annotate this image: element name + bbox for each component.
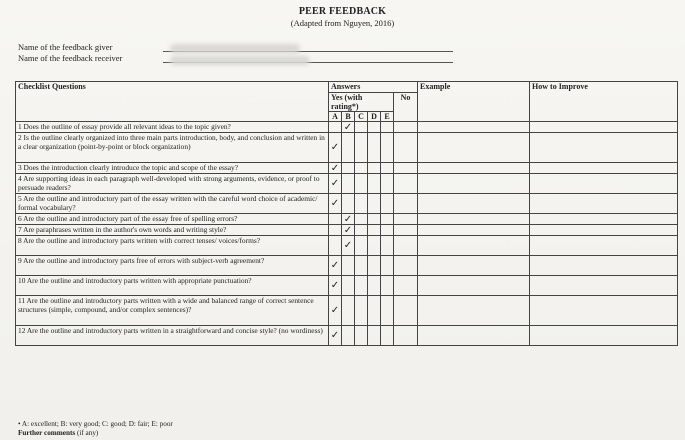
question-row	[16, 276, 678, 296]
form-subtitle: (Adapted from Nguyen, 2016)	[290, 18, 395, 28]
question-text: 8 Are the outline and introductory parts written with correct tenses/ voices/forms?	[16, 236, 329, 256]
improve-cell[interactable]	[530, 276, 678, 296]
rating-cell-e[interactable]	[381, 225, 394, 236]
checkmark-icon: ✓	[343, 240, 353, 251]
header-improve: How to Improve	[530, 82, 678, 122]
rating-cell-b[interactable]	[342, 122, 355, 133]
question-text: 12 Are the outline and introductory parts written in a straightforward and concise style? (no wordiness)	[16, 326, 329, 346]
rating-cell-b[interactable]	[342, 133, 355, 163]
rating-cell-b[interactable]	[342, 256, 355, 276]
question-row	[16, 326, 678, 346]
no-cell[interactable]	[394, 225, 418, 236]
improve-cell[interactable]	[530, 236, 678, 256]
example-cell[interactable]	[418, 276, 530, 296]
rating-cell-a[interactable]	[329, 163, 342, 174]
improve-cell[interactable]	[530, 122, 678, 133]
no-cell[interactable]	[394, 122, 418, 133]
rating-e: E	[381, 112, 394, 122]
rating-cell-a[interactable]	[329, 296, 342, 326]
rating-cell-c[interactable]	[355, 296, 368, 326]
no-cell[interactable]	[394, 174, 418, 194]
no-cell[interactable]	[394, 326, 418, 346]
rating-c: C	[355, 112, 368, 122]
header-answers: Answers	[329, 82, 418, 93]
rating-legend: • A: excellent; B: very good; C: good; D: fair; E: poor	[18, 420, 173, 428]
rating-cell-c[interactable]	[355, 174, 368, 194]
rating-cell-e[interactable]	[381, 214, 394, 225]
no-cell[interactable]	[394, 194, 418, 214]
example-cell[interactable]	[418, 122, 530, 133]
rating-cell-e[interactable]	[381, 122, 394, 133]
header-example: Example	[418, 82, 530, 122]
rating-cell-c[interactable]	[355, 326, 368, 346]
improve-cell[interactable]	[530, 225, 678, 236]
example-cell[interactable]	[418, 256, 530, 276]
checkmark-icon: ✓	[330, 260, 340, 271]
question-text: 11 Are the outline and introductory parts written with a wide and balanced range of correct sentence structures (simple, compound, and/or complex sentences)?	[16, 296, 329, 326]
example-cell[interactable]	[418, 194, 530, 214]
example-cell[interactable]	[418, 133, 530, 163]
rating-cell-b[interactable]	[342, 194, 355, 214]
rating-cell-d[interactable]	[368, 256, 381, 276]
rating-cell-b[interactable]	[342, 174, 355, 194]
rating-cell-d[interactable]	[368, 326, 381, 346]
no-cell[interactable]	[394, 276, 418, 296]
rating-cell-c[interactable]	[355, 276, 368, 296]
rating-cell-d[interactable]	[368, 296, 381, 326]
question-rows	[16, 122, 678, 346]
rating-cell-a[interactable]	[329, 174, 342, 194]
rating-cell-c[interactable]	[355, 225, 368, 236]
checkmark-icon: ✓	[343, 213, 353, 225]
rating-cell-a[interactable]	[329, 236, 342, 256]
rating-a: A	[329, 112, 342, 122]
rating-cell-d[interactable]	[368, 214, 381, 225]
rating-d: D	[368, 112, 381, 122]
rating-cell-b[interactable]	[342, 214, 355, 225]
rating-cell-e[interactable]	[381, 276, 394, 296]
rating-cell-c[interactable]	[355, 122, 368, 133]
receiver-label: Name of the feedback receiver	[18, 53, 123, 63]
rating-cell-e[interactable]	[381, 163, 394, 174]
rating-b: B	[342, 112, 355, 122]
header-checklist: Checklist Questions	[16, 82, 329, 122]
no-cell[interactable]	[394, 256, 418, 276]
improve-cell[interactable]	[530, 174, 678, 194]
example-cell[interactable]	[418, 163, 530, 174]
rating-cell-b[interactable]	[342, 296, 355, 326]
improve-cell[interactable]	[530, 326, 678, 346]
improve-cell[interactable]	[530, 256, 678, 276]
form-title: PEER FEEDBACK	[298, 6, 387, 17]
example-cell[interactable]	[418, 296, 530, 326]
checkmark-icon: ✓	[343, 121, 353, 133]
improve-cell[interactable]	[530, 194, 678, 214]
checkmark-icon: ✓	[330, 142, 340, 153]
question-row	[16, 236, 678, 256]
question-row	[16, 225, 678, 236]
further-comments-row	[18, 429, 98, 437]
rating-cell-d[interactable]	[368, 174, 381, 194]
question-text: 1 Does the outline of essay provide all relevant ideas to the topic given?	[16, 122, 329, 133]
improve-cell[interactable]	[530, 133, 678, 163]
rating-cell-a[interactable]	[329, 256, 342, 276]
question-text: 7 Are paraphrases written in the author's own words and writing style?	[16, 225, 329, 236]
rating-cell-c[interactable]	[355, 236, 368, 256]
checkmark-icon: ✓	[330, 162, 340, 174]
header-no: No	[394, 93, 418, 122]
checkmark-icon: ✓	[330, 330, 340, 341]
rating-cell-b[interactable]	[342, 326, 355, 346]
rating-cell-d[interactable]	[368, 122, 381, 133]
checkmark-icon: ✓	[330, 305, 340, 316]
question-row	[16, 296, 678, 326]
rating-cell-c[interactable]	[355, 163, 368, 174]
rating-cell-e[interactable]	[381, 296, 394, 326]
no-cell[interactable]	[394, 163, 418, 174]
question-row	[16, 174, 678, 194]
rating-cell-d[interactable]	[368, 276, 381, 296]
question-row	[16, 194, 678, 214]
receiver-row	[18, 53, 122, 63]
rating-cell-b[interactable]	[342, 225, 355, 236]
rating-cell-c[interactable]	[355, 214, 368, 225]
example-cell[interactable]	[418, 326, 530, 346]
no-cell[interactable]	[394, 296, 418, 326]
rating-cell-a[interactable]	[329, 214, 342, 225]
rating-cell-e[interactable]	[381, 236, 394, 256]
question-text: 6 Are the outline and introductory part of the essay free of spelling errors?	[16, 214, 329, 225]
rating-cell-b[interactable]	[342, 236, 355, 256]
rating-cell-e[interactable]	[381, 326, 394, 346]
further-comments-label: Further comments	[18, 429, 76, 437]
giver-row	[18, 42, 112, 52]
further-comments-hint: (if any)	[76, 429, 99, 437]
question-text: 2 Is the outline clearly organized into three main parts introduction, body, and conclusion and written in a clear organization (point-by-point or block organization)	[16, 133, 329, 163]
redacted-giver-name	[170, 44, 300, 53]
question-text: 5 Are the outline and introductory part of the essay written with the careful word choice of academic/ formal vocabulary?	[16, 194, 329, 214]
rating-cell-e[interactable]	[381, 133, 394, 163]
improve-cell[interactable]	[530, 296, 678, 326]
giver-label: Name of the feedback giver	[18, 42, 113, 52]
question-text: 4 Are supporting ideas in each paragraph well-developed with strong arguments, evidence, or proof to persuade readers?	[16, 174, 329, 194]
question-text: 3 Does the introduction clearly introduce the topic and scope of the essay?	[16, 163, 329, 174]
improve-cell[interactable]	[530, 163, 678, 174]
checkmark-icon: ✓	[330, 198, 340, 209]
rating-cell-a[interactable]	[329, 225, 342, 236]
rating-cell-e[interactable]	[381, 194, 394, 214]
header-yes: Yes (with rating*)	[329, 93, 394, 112]
question-row	[16, 122, 678, 133]
rating-cell-e[interactable]	[381, 256, 394, 276]
question-row	[16, 163, 678, 174]
rating-cell-b[interactable]	[342, 163, 355, 174]
rating-cell-d[interactable]	[368, 236, 381, 256]
rating-cell-c[interactable]	[355, 133, 368, 163]
no-cell[interactable]	[394, 133, 418, 163]
no-cell[interactable]	[394, 236, 418, 256]
rating-cell-d[interactable]	[368, 163, 381, 174]
redacted-receiver-name	[170, 56, 310, 65]
rating-cell-d[interactable]	[368, 133, 381, 163]
rating-cell-a[interactable]	[329, 326, 342, 346]
rating-cell-d[interactable]	[368, 225, 381, 236]
rating-cell-d[interactable]	[368, 194, 381, 214]
example-cell[interactable]	[418, 225, 530, 236]
question-row	[16, 214, 678, 225]
question-row	[16, 256, 678, 276]
example-cell[interactable]	[418, 174, 530, 194]
rating-cell-a[interactable]	[329, 194, 342, 214]
rating-cell-a[interactable]	[329, 276, 342, 296]
improve-cell[interactable]	[530, 214, 678, 225]
example-cell[interactable]	[418, 214, 530, 225]
rating-cell-c[interactable]	[355, 194, 368, 214]
checkmark-icon: ✓	[330, 280, 340, 291]
checkmark-icon: ✓	[343, 224, 353, 236]
example-cell[interactable]	[418, 236, 530, 256]
rating-cell-a[interactable]	[329, 122, 342, 133]
question-text: 10 Are the outline and introductory parts written with appropriate punctuation?	[16, 276, 329, 296]
rating-cell-b[interactable]	[342, 276, 355, 296]
checklist-table	[15, 81, 678, 346]
checkmark-icon: ✓	[330, 178, 340, 189]
no-cell[interactable]	[394, 214, 418, 225]
question-row	[16, 133, 678, 163]
rating-cell-a[interactable]	[329, 133, 342, 163]
question-text: 9 Are the outline and introductory parts free of errors with subject-verb agreement?	[16, 256, 329, 276]
rating-cell-e[interactable]	[381, 174, 394, 194]
rating-cell-c[interactable]	[355, 256, 368, 276]
